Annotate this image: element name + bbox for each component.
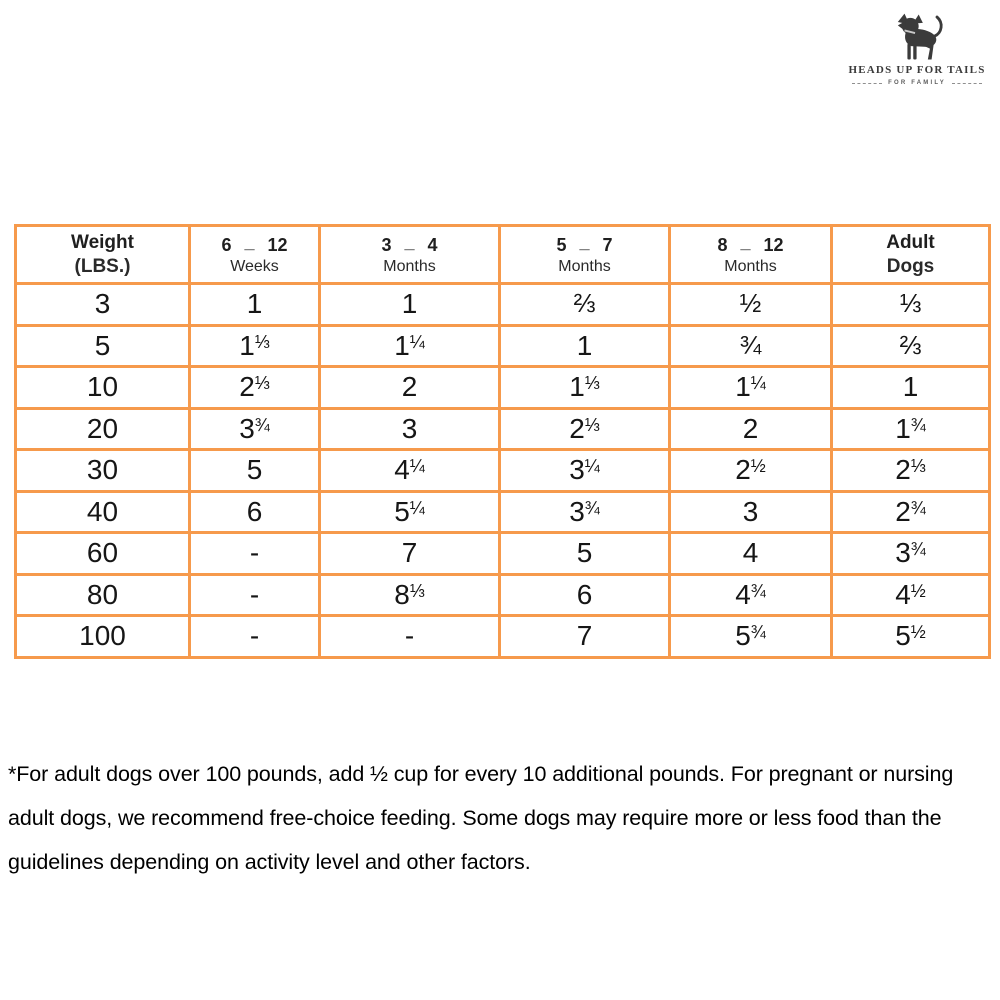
weight-cell: 40 <box>16 491 190 533</box>
fraction-glyph: ⅓ <box>254 331 270 352</box>
table-row <box>16 408 990 450</box>
column-header-line2: Dogs <box>886 255 935 277</box>
cups-cell: $8^{\frac{1}{3}}$ <box>320 574 500 616</box>
weight-cell: 80 <box>16 574 190 616</box>
cups-cell: $3^{\frac{3}{4}}$ <box>190 408 320 450</box>
cups-cell: - <box>190 533 320 575</box>
column-header-line1: 3 _ 4 <box>381 231 438 255</box>
fraction-glyph: ½ <box>910 580 926 601</box>
weight-cell: 100 <box>16 616 190 658</box>
table-row <box>16 491 990 533</box>
cups-cell: 5 <box>500 533 670 575</box>
fraction-glyph: ⅓ <box>910 456 926 477</box>
column-header-line2: Weeks <box>230 258 279 276</box>
cups-cell: $4^{\frac{1}{4}}$ <box>320 450 500 492</box>
cups-cell: $1^{\frac{1}{4}}$ <box>320 325 500 367</box>
feeding-guide-table <box>14 224 991 659</box>
cups-cell: 5 <box>190 450 320 492</box>
cups-cell: - <box>190 616 320 658</box>
fraction-glyph: ⅔ <box>573 288 596 319</box>
column-header-line1: 8 _ 12 <box>717 231 784 255</box>
weight-cell: 30 <box>16 450 190 492</box>
brand-tagline <box>852 80 982 86</box>
weight-cell: 20 <box>16 408 190 450</box>
fraction-glyph: ¾ <box>910 539 926 560</box>
cups-cell: 3 <box>320 408 500 450</box>
cups-cell: $1^{\frac{3}{4}}$ <box>832 408 990 450</box>
dog-silhouette-icon <box>886 12 948 62</box>
fraction-glyph: ¼ <box>584 456 600 477</box>
fraction-glyph: ½ <box>910 622 926 643</box>
cups-cell <box>832 325 990 367</box>
cups-cell: 3 <box>670 491 832 533</box>
fraction-glyph: ¾ <box>750 580 766 601</box>
column-header-line1: Adult <box>886 232 935 254</box>
table-row <box>16 284 990 326</box>
cups-cell: $5^{\frac{1}{4}}$ <box>320 491 500 533</box>
weight-cell: 5 <box>16 325 190 367</box>
cups-cell: 7 <box>500 616 670 658</box>
brand-logo <box>842 12 992 86</box>
cups-cell: $1^{\frac{1}{3}}$ <box>190 325 320 367</box>
fraction-glyph: ¾ <box>910 414 926 435</box>
table-row <box>16 325 990 367</box>
cups-cell: 1 <box>500 325 670 367</box>
brand-tagline-text: FOR FAMILY <box>888 80 946 86</box>
table-row <box>16 616 990 658</box>
column-header <box>320 226 500 284</box>
cups-cell: $2^{\frac{1}{3}}$ <box>190 367 320 409</box>
table-row <box>16 574 990 616</box>
fraction-glyph: ¾ <box>910 497 926 518</box>
cups-cell <box>670 325 832 367</box>
fraction-glyph: ¼ <box>409 497 425 518</box>
weight-cell: 3 <box>16 284 190 326</box>
column-header-line2: (LBS.) <box>74 255 131 277</box>
cups-cell: $4^{\frac{3}{4}}$ <box>670 574 832 616</box>
column-header <box>190 226 320 284</box>
fraction-glyph: ¾ <box>584 497 600 518</box>
cups-cell: $2^{\frac{1}{3}}$ <box>832 450 990 492</box>
tagline-rule-left <box>852 83 882 84</box>
cups-cell: $2^{\frac{1}{2}}$ <box>670 450 832 492</box>
fraction-glyph: ½ <box>739 288 762 319</box>
cups-cell: 2 <box>670 408 832 450</box>
column-header-line2: Months <box>558 258 611 276</box>
cups-cell: $5^{\frac{1}{2}}$ <box>832 616 990 658</box>
cups-cell: 6 <box>500 574 670 616</box>
fraction-glyph: ¾ <box>750 622 766 643</box>
fraction-glyph: ⅓ <box>899 288 922 319</box>
fraction-glyph: ⅓ <box>584 373 600 394</box>
cups-cell: 1 <box>832 367 990 409</box>
header-row <box>16 226 990 284</box>
column-header <box>16 226 190 284</box>
weight-cell: 10 <box>16 367 190 409</box>
column-header-line2: Months <box>383 258 436 276</box>
tagline-rule-right <box>952 83 982 84</box>
cups-cell: $5^{\frac{3}{4}}$ <box>670 616 832 658</box>
column-header <box>500 226 670 284</box>
fraction-glyph: ⅓ <box>584 414 600 435</box>
cups-cell <box>670 284 832 326</box>
cups-cell <box>500 284 670 326</box>
fraction-glyph: ¼ <box>750 373 766 394</box>
cups-cell: - <box>190 574 320 616</box>
column-header-line1: Weight <box>71 232 134 254</box>
cups-cell: $2^{\frac{3}{4}}$ <box>832 491 990 533</box>
table-row <box>16 450 990 492</box>
column-header-line1: 6 _ 12 <box>221 231 288 255</box>
cups-cell: $2^{\frac{1}{3}}$ <box>500 408 670 450</box>
column-header-line1: 5 _ 7 <box>556 231 613 255</box>
cups-cell: $4^{\frac{1}{2}}$ <box>832 574 990 616</box>
fraction-glyph: ¼ <box>409 456 425 477</box>
weight-cell: 60 <box>16 533 190 575</box>
table-body <box>16 284 990 658</box>
cups-cell: 2 <box>320 367 500 409</box>
fraction-glyph: ⅓ <box>409 580 425 601</box>
table-row <box>16 367 990 409</box>
cups-cell: 7 <box>320 533 500 575</box>
column-header <box>832 226 990 284</box>
cups-cell: $3^{\frac{3}{4}}$ <box>500 491 670 533</box>
cups-cell: 4 <box>670 533 832 575</box>
fraction-glyph: ⅓ <box>254 373 270 394</box>
table-row <box>16 533 990 575</box>
footnote: *For adult dogs over 100 pounds, add ½ cup for every 10 additional pounds. For pregnant or nursing adult dogs, we recommend free-choice feeding. Some dogs may require more or less food than the guidelines depending on activity level and other factors. <box>8 762 954 874</box>
cups-cell: $1^{\frac{1}{3}}$ <box>500 367 670 409</box>
cups-cell: $3^{\frac{1}{4}}$ <box>500 450 670 492</box>
cups-cell: 6 <box>190 491 320 533</box>
cups-cell: - <box>320 616 500 658</box>
brand-name: HEADS UP FOR TAILS <box>848 64 986 76</box>
cups-cell: $3^{\frac{3}{4}}$ <box>832 533 990 575</box>
cups-cell: 1 <box>190 284 320 326</box>
cups-cell: $1^{\frac{1}{4}}$ <box>670 367 832 409</box>
column-header-line2: Months <box>724 258 777 276</box>
cups-cell: 1 <box>320 284 500 326</box>
fraction-glyph: ¾ <box>254 414 270 435</box>
column-header <box>670 226 832 284</box>
feeding-guide-table-wrap <box>14 224 991 659</box>
fraction-glyph: ½ <box>750 456 766 477</box>
cups-cell <box>832 284 990 326</box>
fraction-glyph: ¼ <box>409 331 425 352</box>
fraction-glyph: ¾ <box>739 329 762 360</box>
fraction-glyph: ⅔ <box>899 329 922 360</box>
